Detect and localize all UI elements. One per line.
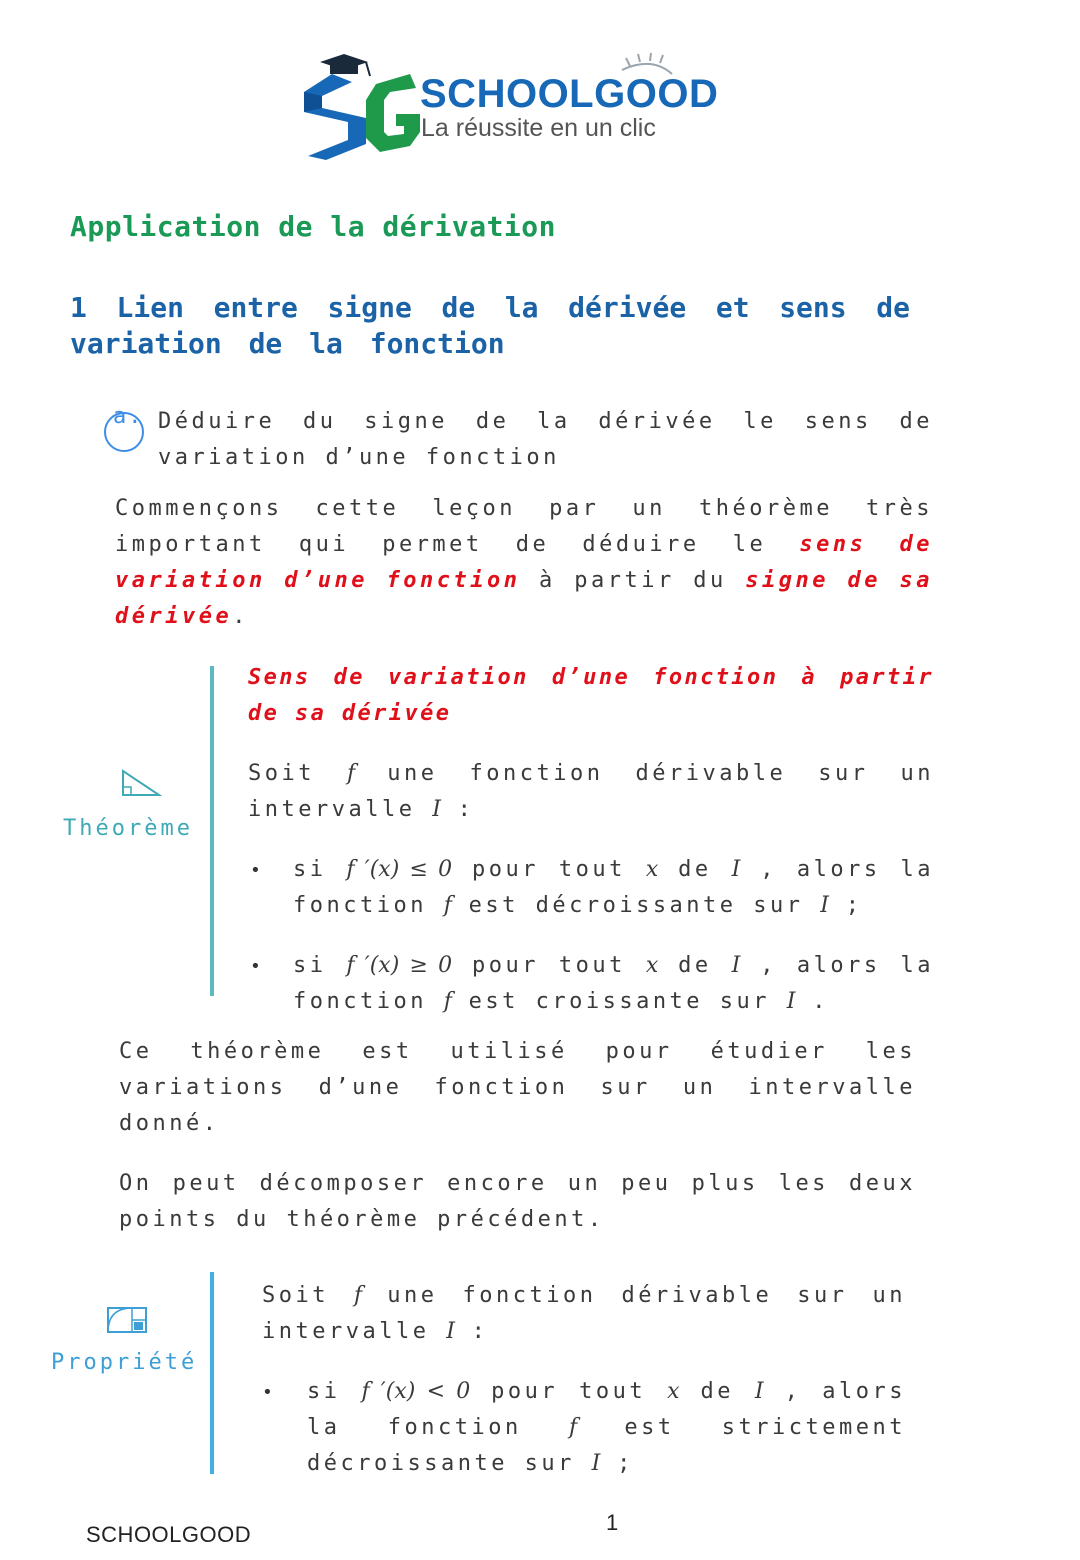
intro-text-3: . [232,604,249,629]
intro-highlight-signe: signe de sa dérivée [115,568,933,629]
theorem-lead-t3: : [440,797,475,822]
tb1-mid2: de [658,857,732,882]
logo-tagline: La réussite en un clic [421,114,656,142]
tb2-expr: f ′(x) ≥ 0 [346,953,453,978]
tb2-mid2: de [658,953,732,978]
theorem-lead-I: I [432,797,441,822]
property-lead-t1: Soit [262,1283,355,1308]
tb2-mid1: pour tout [452,953,646,978]
tb2-I2: I [786,989,796,1014]
logo-brand-name: SCHOOLGOOD [420,72,719,116]
after-theorem-paragraph-1: Ce théorème est utilisé pour étudier les variations d’une fonction sur un intervalle donné. [119,1039,916,1136]
tb1-mid4: est décroissante sur [451,893,821,918]
intro-paragraph [115,491,933,635]
section-heading: 1 Lien entre signe de la dérivée et sens de variation de la fonction [70,291,910,360]
pb1-mid3: , alors la fonction [307,1379,906,1440]
tb2-pre: si [293,953,347,978]
theorem-lead-t2: une fonction dérivable sur un intervalle [248,761,934,822]
theorem-bullet-1 [293,852,934,924]
pb1-mid1: pour tout [470,1379,668,1404]
pb1-mid2: de [679,1379,755,1404]
theorem-bar [210,666,214,996]
golden-spiral-icon [106,1306,148,1334]
pb1-expr: f ′(x) < 0 [361,1379,471,1404]
theorem-lead [248,756,934,828]
tb2-mid3: , alors la fonction [293,953,935,1014]
tb1-f: f [443,893,452,918]
subsection-letter: a. [113,404,144,429]
theorem-heading-text: Sens de variation d’une fonction à partir de sa dérivée [248,665,934,726]
theorem-bullet-2 [293,948,934,1020]
subsection-heading: Déduire du signe de la dérivée le sens de variation d’une fonction [158,409,933,470]
property-lead-t3: : [454,1319,489,1344]
tb1-mid1: pour tout [452,857,646,882]
tb1-I1: I [731,857,741,882]
triangle-ruler-icon [120,768,162,798]
page-title: Application de la dérivation [70,210,557,243]
theorem-heading [248,660,934,732]
bullet-icon: • [262,1382,273,1403]
property-lead [262,1278,906,1350]
tb2-mid4: est croissante sur [451,989,787,1014]
property-lead-I: I [446,1319,455,1344]
intro-text-1: Commençons cette leçon par un théorème très important qui permet de déduire le [115,496,933,557]
property-lead-f: f [354,1283,363,1308]
property-bullet-1 [307,1374,906,1482]
bullet-icon: • [250,956,261,977]
tb1-mid3: , alors la fonction [293,857,935,918]
tb2-x: x [645,953,659,978]
tb2-I1: I [731,953,741,978]
property-lead-t2: une fonction dérivable sur un intervalle [262,1283,906,1344]
tb1-expr: f ′(x) ≤ 0 [346,857,453,882]
page-number: 1 [606,1510,619,1535]
property-bar [210,1272,214,1474]
pb1-I1: I [754,1379,764,1404]
footer-brand: SCHOOLGOOD [86,1522,252,1547]
pb1-mid4: est strictement décroissante sur [307,1415,906,1476]
tb1-end: ; [828,893,863,918]
bullet-icon: • [250,860,261,881]
pb1-f: f [568,1415,578,1440]
theorem-lead-t1: Soit [248,761,348,786]
tb2-f: f [443,989,452,1014]
tb1-I2: I [820,893,829,918]
after-theorem-paragraph-2: On peut décomposer encore un peu plus les deux points du théorème précédent. [119,1171,916,1232]
theorem-lead-f: f [347,761,356,786]
tb1-pre: si [293,857,347,882]
tb2-end: . [795,989,829,1014]
pb1-I2: I [591,1451,601,1476]
property-label: Propriété [51,1350,198,1375]
tb1-x: x [645,857,659,882]
intro-text-2: à partir du [520,568,746,593]
theorem-label: Théorème [63,816,193,841]
pb1-x: x [667,1379,680,1404]
pb1-pre: si [307,1379,362,1404]
intro-highlight-sens: sens de variation d’une fonction [115,532,933,593]
pb1-end: ; [600,1451,634,1476]
